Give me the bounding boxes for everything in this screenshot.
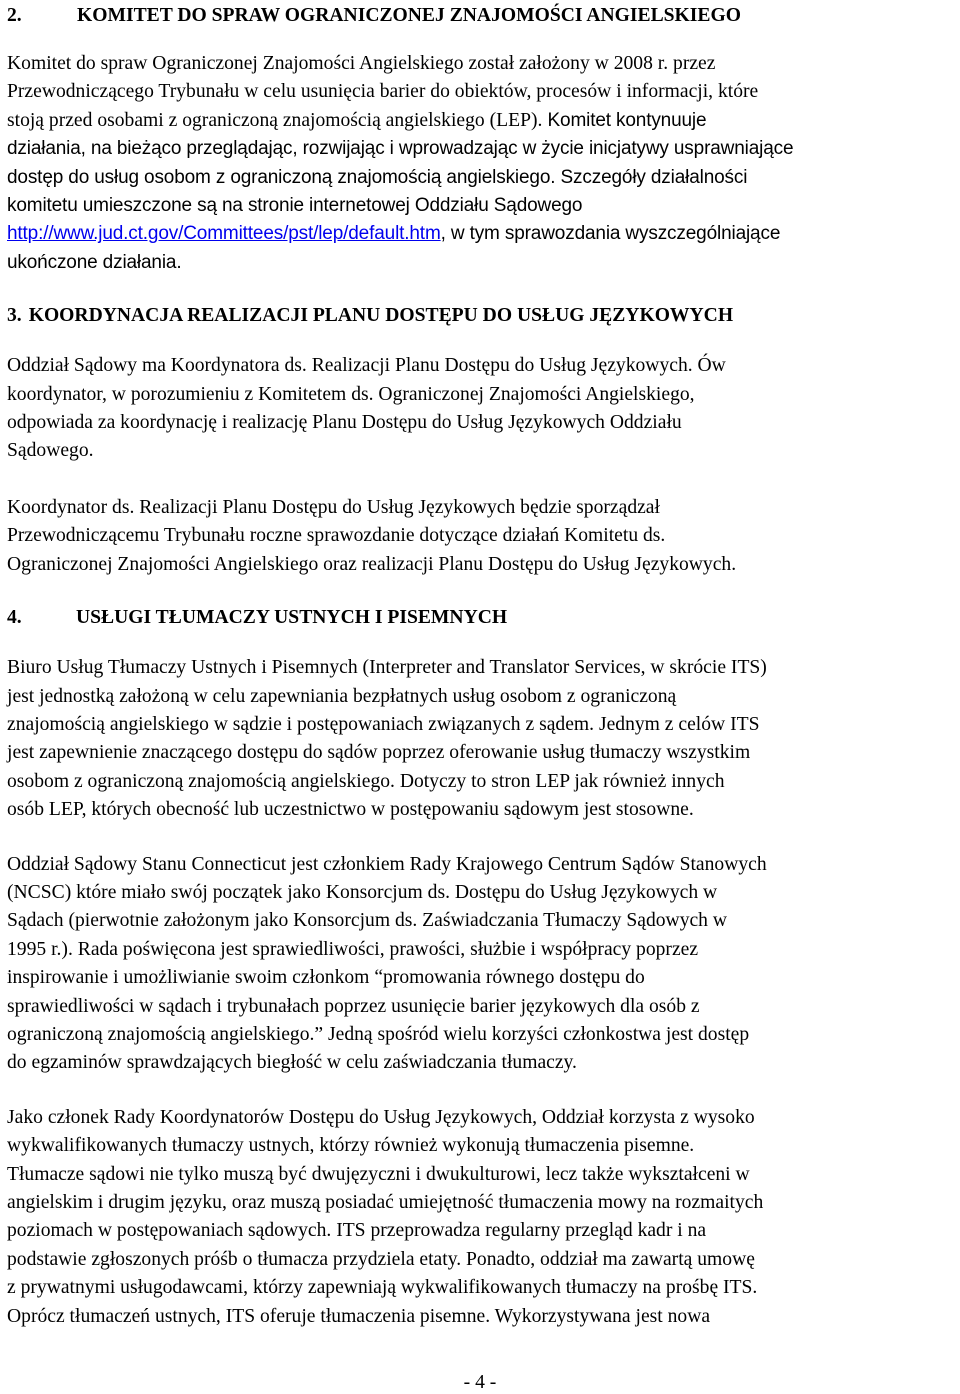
text-line: Przewodniczącemu Trybunału roczne sprawozdanie dotyczące działań Komitetu ds.	[7, 525, 666, 547]
text-line: 1995 r.). Rada poświęcona jest sprawiedliwości, prawości, służbie i współpracy poprzez	[7, 938, 699, 960]
text-line: ukończone działania.	[7, 251, 182, 273]
text-line: Koordynator ds. Realizacji Planu Dostępu do Usług Językowych będzie sporządzał	[7, 496, 660, 518]
text-line: Oprócz tłumaczeń ustnych, ITS oferuje tłumaczenia pisemne. Wykorzystywana jest nowa	[7, 1305, 711, 1327]
text-line: Biuro Usług Tłumaczy Ustnych i Pisemnych (Interpreter and Translator Services, w skrócie ITS)	[7, 657, 767, 679]
text-line: podstawie zgłoszonych próśb o tłumacza przydziela etaty. Ponadto, oddział ma zawartą umowę	[7, 1248, 755, 1270]
section-4-paragraph-3	[7, 1104, 955, 1331]
text-line: Sądowego.	[7, 440, 94, 462]
text-line: działania, na bieżąco przeglądając, rozwijając i wprowadzając w życie inicjatywy usprawniające	[7, 138, 794, 160]
text-segment: , w tym sprawozdania wyszczególniające	[440, 223, 781, 245]
text-line	[7, 220, 955, 248]
text-line: Jako członek Rady Koordynatorów Dostępu do Usług Językowych, Oddział korzysta z wysoko	[7, 1106, 755, 1128]
page-number-footer: - 4 -	[463, 1372, 497, 1393]
text-line: komitetu umieszczone są na stronie internetowej Oddziału Sądowego	[7, 195, 583, 217]
text-line: koordynator, w porozumieniu z Komitetem ds. Ograniczonej Znajomości Angielskiego,	[7, 383, 695, 405]
text-segment: dostęp do usług osobom z ograniczoną znajomością angielskiego.	[7, 166, 556, 188]
text-line: znajomością angielskiego w sądzie i postępowaniach związanych z sądem. Jednym z celów ITS	[7, 713, 760, 735]
text-line: osób LEP, których obecność lub uczestnictwo w postępowaniu sądowym jest stosowne.	[7, 799, 694, 821]
text-line: odpowiada za koordynację i realizację Planu Dostępu do Usług Językowych Oddziału	[7, 412, 682, 434]
section-4-paragraph-1	[7, 654, 955, 824]
text-line: Oddział Sądowy ma Koordynatora ds. Realizacji Planu Dostępu do Usług Językowych. Ów	[7, 355, 726, 377]
text-line: Komitet do spraw Ograniczonej Znajomości Angielskiego został założony w 2008 r. przez	[7, 53, 716, 74]
text-line: Ograniczonej Znajomości Angielskiego oraz realizacji Planu Dostępu do Usług Językowych.	[7, 553, 737, 575]
text-line: Przewodniczącego Trybunału w celu usunięcia barier do obiektów, procesów i informacji, które	[7, 81, 759, 103]
text-line: Sądach (pierwotnie założonym jako Konsorcjum ds. Zaświadczania Tłumaczy Sądowych w	[7, 910, 728, 932]
text-line: jest zapewnienie znaczącego dostępu do sądów poprzez oferowanie usług tłumaczy wszystkim	[7, 742, 751, 764]
text-line: inspirowanie i umożliwianie swoim członkom “promowania równego dostępu do	[7, 967, 645, 989]
text-line: Tłumacze sądowi nie tylko muszą być dwujęzyczni i dwukulturowi, lecz także wykształceni w	[7, 1163, 750, 1185]
section-2-paragraph	[7, 50, 955, 277]
section-4-number: 4.	[7, 607, 22, 629]
section-4-title: USŁUGI TŁUMACZY USTNYCH I PISEMNYCH	[76, 607, 508, 629]
section-3-paragraph-2	[7, 494, 955, 579]
text-line	[7, 107, 955, 135]
text-line	[7, 164, 955, 192]
text-line: sprawiedliwości w sądach i trybunałach poprzez usunięcie barier językowych dla osób z	[7, 995, 700, 1017]
text-segment: stoją przed osobami z ograniczoną znajomością angielskiego (LEP).	[7, 109, 543, 131]
section-2-title: KOMITET DO SPRAW OGRANICZONEJ ZNAJOMOŚCI ANGIELSKIEGO	[77, 5, 741, 26]
text-segment: Szczegóły działalności	[555, 166, 748, 188]
text-line: Oddział Sądowy Stanu Connecticut jest członkiem Rady Krajowego Centrum Sądów Stanowych	[7, 853, 767, 875]
section-4-paragraph-2	[7, 851, 955, 1078]
section-4-heading	[7, 604, 955, 632]
committee-website-link[interactable]: http://www.jud.ct.gov/Committees/pst/lep/default.htm	[7, 223, 441, 245]
text-line: wykwalifikowanych tłumaczy ustnych, którzy również wykonują tłumaczenia pisemne.	[7, 1135, 695, 1157]
section-3-paragraph-1	[7, 352, 955, 466]
section-2-heading	[7, 2, 955, 30]
section-3-number: 3.	[7, 305, 22, 327]
text-line: angielskim i drugim języku, oraz muszą posiadać umiejętność tłumaczenia mowy na rozmaitych	[7, 1192, 764, 1213]
document-page	[7, 2, 955, 1331]
text-line: do egzaminów sprawdzających biegłość w celu zaświadczania tłumaczy.	[7, 1052, 577, 1074]
text-line: poziomach w postępowaniach sądowych. ITS przeprowadza regularny przegląd kadr i na	[7, 1220, 707, 1242]
section-3-title: KOORDYNACJA REALIZACJI PLANU DOSTĘPU DO USŁUG JĘZYKOWYCH	[28, 305, 734, 327]
section-2-number: 2.	[7, 5, 22, 26]
text-line: z prywatnymi usługodawcami, którzy zapewniają wykwalifikowanych tłumaczy na prośbę ITS.	[7, 1277, 758, 1299]
section-3-heading	[7, 302, 955, 330]
text-line: ograniczoną znajomością angielskiego.” Jedną spośród wielu korzyści członkostwa jest dostęp	[7, 1023, 750, 1045]
text-segment: Komitet kontynuuje	[542, 109, 707, 131]
text-line: jest jednostką założoną w celu zapewniania bezpłatnych usług osobom z ograniczoną	[7, 685, 677, 707]
text-line: osobom z ograniczoną znajomością angielskiego. Dotyczy to stron LEP jak również innych	[7, 770, 725, 792]
text-line: (NCSC) które miało swój początek jako Konsorcjum ds. Dostępu do Usług Językowych w	[7, 881, 718, 903]
